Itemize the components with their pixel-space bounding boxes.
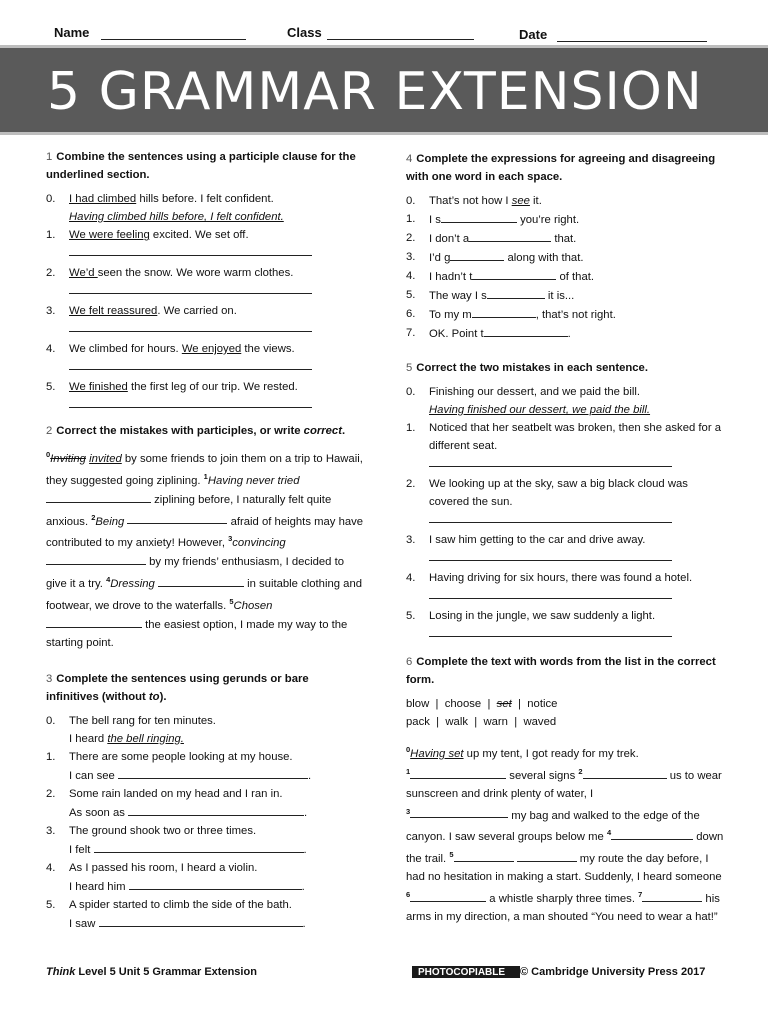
item-text: Finishing our dessert, and we paid the bill. [429, 386, 640, 398]
gap-number: 6 [406, 889, 411, 899]
item-number: 2. [406, 232, 416, 244]
item-text: the first leg of our trip. We rested. [127, 381, 298, 393]
exercise-item [46, 302, 364, 320]
paragraph-text: his arms in my direction, a man shouted “You need to wear a hat!” [406, 892, 720, 923]
answer-blank[interactable] [158, 574, 244, 587]
word-option-used: set [496, 698, 512, 710]
answer-line[interactable] [429, 627, 672, 637]
answer-blank[interactable] [484, 324, 568, 337]
answer-line[interactable] [429, 551, 672, 561]
answer-blank[interactable] [454, 849, 514, 862]
section-4 [406, 150, 726, 343]
item-text: Some rain landed on my head and I ran in. [69, 787, 283, 800]
underlined-text: We felt reassured [69, 305, 158, 317]
sentence-start: I felt [69, 843, 91, 856]
word-option: pack [406, 716, 430, 728]
item-text: I s [429, 214, 441, 226]
word-row [406, 713, 726, 731]
answer-blank[interactable] [410, 766, 506, 779]
item-text: along with that. [504, 252, 584, 264]
gap-number: 3 [406, 806, 411, 816]
answer-blank[interactable] [583, 766, 667, 779]
section-1 [46, 148, 364, 408]
exercise-item [406, 192, 726, 210]
answer-blank[interactable] [99, 914, 303, 927]
paragraph-text: down the trail. [406, 831, 724, 865]
paragraph-text: in suitable clothing and footwear, we drove to the waterfalls. [46, 577, 363, 612]
sentence-start: I heard him [69, 880, 126, 893]
answer-line[interactable] [69, 360, 312, 370]
section-6-instructions [406, 653, 726, 689]
item-number: 6. [406, 308, 416, 320]
section-6 [406, 653, 726, 926]
target-phrase: Dressing [110, 577, 155, 590]
target-phrase: Being [95, 515, 125, 528]
date-label: Date [519, 27, 548, 42]
page-title: 5 GRAMMAR EXTENSION [47, 62, 703, 122]
item-number: 5. [46, 381, 56, 393]
exercise-item [406, 210, 726, 229]
student-info-header [0, 22, 768, 44]
item-number: 3. [406, 251, 416, 263]
paragraph-text: a whistle sharply three times. [486, 892, 639, 905]
instruction-emphasis: to [148, 690, 160, 703]
item-number: 3. [406, 534, 416, 546]
right-column [406, 150, 726, 926]
item-text: Noticed that her seatbelt was broken, then she asked for a different seat. [429, 422, 722, 452]
section-number: 1 [46, 151, 53, 163]
paragraph-exercise [406, 741, 726, 926]
item-text: you’re right. [516, 214, 580, 226]
gap-number: 5 [229, 596, 234, 606]
answer-line[interactable] [429, 513, 672, 523]
item-text: OK. Point t [429, 328, 484, 340]
exercise-item [406, 248, 726, 267]
gap-number: 1 [406, 766, 411, 776]
answer-line[interactable] [69, 246, 312, 256]
example-answer: the bell ringing. [107, 732, 184, 745]
gap-number: 5 [449, 850, 454, 860]
item-number: 5. [406, 289, 416, 301]
item-text: The bell rang for ten minutes. [69, 714, 216, 727]
date-line[interactable] [557, 41, 707, 42]
instruction-text: ). [159, 690, 167, 703]
item-text: the views. [241, 343, 295, 355]
item-number: 2. [46, 787, 56, 800]
item-text: of that. [556, 271, 595, 283]
item-number: 0. [46, 714, 56, 727]
item-text: To my m [429, 309, 472, 321]
item-number: 1. [406, 422, 416, 434]
word-option: blow [406, 698, 430, 710]
photocopiable-badge: PHOTOCOPIABLE [412, 966, 520, 978]
item-text: excited. We set off. [149, 229, 249, 241]
section-5 [406, 359, 726, 637]
separator: | [518, 698, 521, 710]
underlined-text: We’d [69, 267, 98, 279]
example-answer: Having set [410, 747, 464, 760]
item-number: 4. [406, 572, 416, 584]
item-text: That’s not how I [429, 195, 512, 207]
sentence-start: I can see [69, 769, 115, 782]
paragraph-text: by my friends’ enthusiasm, I decided to give it a try. [46, 556, 344, 590]
item-text: I’d g [429, 252, 451, 264]
target-phrase: convincing [232, 537, 286, 550]
section-3 [46, 670, 364, 933]
instruction-text: Complete the sentences using gerunds or bare infinitives (without [46, 672, 309, 703]
separator: | [514, 716, 518, 728]
word-row [406, 695, 726, 713]
paragraph-exercise [46, 446, 364, 652]
item-number: 0. [406, 386, 416, 398]
section-2 [46, 422, 364, 652]
paragraph-text: the easiest option, I made my way to the starting point. [46, 618, 348, 649]
item-text: As I passed his room, I heard a violin. [69, 861, 258, 874]
gap-number: 2 [91, 512, 96, 522]
instruction-text: Correct the mistakes with participles, or write [56, 425, 304, 437]
answer-blank[interactable] [469, 229, 551, 242]
exercise-item [406, 607, 726, 625]
paragraph-text: my route the day before, I had no hesitation in making a start. Suddenly, I heard someone [406, 852, 722, 883]
answer-blank[interactable] [129, 877, 302, 890]
word-option: waved [523, 716, 557, 728]
answer-line[interactable] [69, 284, 312, 294]
answer-blank[interactable] [46, 552, 146, 565]
item-number: 4. [46, 861, 56, 874]
paragraph-text: several signs [506, 769, 579, 782]
item-number: 5. [46, 898, 56, 911]
gap-number: 4 [106, 575, 111, 585]
exercise-item [406, 383, 726, 419]
word-option: walk [445, 716, 468, 728]
separator: | [487, 698, 491, 710]
answer-blank[interactable] [450, 248, 504, 261]
item-text: I don’t a [429, 233, 470, 245]
copyright-text: © Cambridge University Press 2017 [520, 966, 706, 978]
paragraph-text: afraid of heights may have contributed to my anxiety! However, [46, 515, 364, 550]
gap-number: 0 [46, 450, 51, 459]
answer-blank[interactable] [487, 286, 545, 299]
item-text: We looking up at the sky, saw a big black cloud was covered the sun. [429, 478, 688, 508]
item-number: 1. [46, 750, 56, 763]
example-answer: Having climbed hills before, I felt confident. [69, 211, 284, 223]
item-text: . [567, 328, 571, 340]
section-number: 6 [406, 656, 413, 668]
underlined-text: We enjoyed [181, 343, 242, 355]
item-number: 1. [406, 213, 416, 225]
answer-blank[interactable] [410, 805, 508, 818]
paragraph-text: us to wear sunscreen and drink plenty of water, I [406, 769, 722, 800]
target-phrase: Chosen [233, 599, 273, 612]
example-answer: Having finished our dessert, we paid the bill. [429, 404, 651, 416]
title-banner [0, 45, 768, 135]
section-number: 4 [406, 153, 413, 165]
item-number: 2. [406, 478, 416, 490]
item-text: We climbed for hours. [69, 343, 182, 355]
section-3-instructions [46, 670, 364, 706]
instruction-text: Correct the two mistakes in each sentence. [416, 362, 648, 374]
item-text: , that’s not right. [535, 309, 616, 321]
section-4-instructions [406, 150, 726, 186]
item-text: it. [529, 195, 542, 207]
answer-blank[interactable] [472, 305, 536, 318]
item-text: seen the snow. We wore warm clothes. [97, 267, 294, 279]
answer-line[interactable] [429, 589, 672, 599]
class-line[interactable] [327, 39, 474, 40]
section-1-instructions [46, 148, 364, 184]
answer-blank[interactable] [517, 849, 577, 862]
item-text: Having driving for six hours, there was found a hotel. [429, 572, 693, 584]
class-label: Class [287, 25, 322, 40]
answer-blank[interactable] [128, 803, 304, 816]
paragraph-text: up my tent, I got ready for my trek. [463, 747, 639, 760]
gap-number: 4 [606, 828, 612, 838]
item-number: 2. [46, 267, 56, 279]
gap-number: 0 [406, 745, 411, 754]
instruction-text: Complete the expressions for agreeing and disagreeing with one word in each space. [406, 153, 716, 183]
item-number: 0. [46, 193, 56, 205]
sentence-start: I heard [69, 732, 108, 745]
section-number: 5 [406, 362, 413, 374]
paragraph-text: by some friends to join them on a trip to Hawaii, they suggested going ziplining. [46, 452, 363, 487]
item-text: that. [551, 233, 577, 245]
exercise-item [46, 190, 364, 226]
exercise-item [406, 267, 726, 286]
item-number: 4. [46, 343, 56, 355]
separator: | [474, 716, 478, 728]
gap-number: 1 [203, 471, 208, 481]
separator: | [435, 698, 439, 710]
item-text: A spider started to climb the side of the bath. [69, 898, 292, 911]
instruction-emphasis: correct [303, 425, 342, 437]
section-2-instructions [46, 422, 364, 440]
gap-number: 3 [228, 534, 233, 544]
item-text: . We carried on. [157, 305, 237, 317]
answer-blank[interactable] [118, 766, 308, 779]
exercise-item [406, 531, 726, 549]
item-text: I saw him getting to the car and drive away. [429, 534, 646, 546]
answer-blank[interactable] [46, 490, 151, 503]
answer-blank[interactable] [127, 511, 227, 524]
exercise-item [46, 264, 364, 282]
answer-blank[interactable] [642, 889, 702, 902]
underlined-text: I had climbed [69, 193, 137, 205]
exercise-item [406, 305, 726, 324]
sentence-start: As soon as [69, 806, 125, 819]
exercise-item [406, 419, 726, 455]
instruction-text: Complete the text with words from the list in the correct form. [406, 656, 716, 686]
word-box [406, 695, 726, 731]
exercise-item: 3. The ground shook two or three times. I felt . [46, 822, 364, 859]
answer-blank[interactable] [441, 210, 517, 223]
exercise-item [406, 324, 726, 343]
target-phrase: Having never tried [207, 474, 300, 487]
item-text: There are some people looking at my house. [69, 750, 293, 763]
footer-rights [412, 966, 705, 978]
item-text: hills before. I felt confident. [136, 193, 274, 205]
example-answer: invited [89, 452, 122, 465]
item-number: 5. [406, 610, 416, 622]
item-text: The way I s [429, 290, 487, 302]
exercise-item: 2. Some rain landed on my head and I ran in. As soon as . [46, 785, 364, 822]
item-number: 3. [46, 305, 56, 317]
word-option: notice [527, 698, 558, 710]
gap-number: 7 [638, 889, 643, 899]
exercise-item [406, 286, 726, 305]
name-line[interactable] [101, 39, 246, 40]
instruction-text: Combine the sentences using a participle clause for the underlined section. [46, 151, 356, 181]
item-number: 4. [406, 270, 416, 282]
name-label: Name [54, 25, 90, 40]
separator: | [436, 716, 440, 728]
instruction-text: . [341, 425, 346, 437]
example-answer: see [511, 195, 530, 207]
item-number: 3. [46, 824, 56, 837]
exercise-item [406, 569, 726, 587]
item-number: 7. [406, 327, 416, 339]
answer-line[interactable] [69, 322, 312, 332]
paragraph-text: ziplining before, I naturally felt quite anxious. [46, 493, 332, 528]
answer-blank[interactable] [94, 840, 304, 853]
answer-blank[interactable] [472, 267, 556, 280]
gap-number: 2 [578, 766, 583, 776]
word-option: choose [444, 698, 482, 710]
word-option: warn [483, 716, 508, 728]
crossed-out-word: Inviting [50, 452, 86, 465]
sentence-start: I saw [69, 917, 96, 930]
exercise-item [406, 229, 726, 248]
answer-blank[interactable] [46, 615, 142, 628]
answer-blank[interactable] [611, 827, 693, 840]
answer-line[interactable] [429, 457, 672, 467]
item-text: it is... [544, 290, 575, 302]
item-number: 0. [406, 195, 416, 207]
exercise-item: 5. A spider started to climb the side of the bath. I saw . [46, 896, 364, 933]
item-text: The ground shook two or three times. [69, 824, 257, 837]
exercise-item [46, 378, 364, 396]
footer-book-title [46, 966, 257, 978]
item-number: 1. [46, 229, 56, 241]
section-number: 2 [46, 425, 53, 437]
brand-name: Think [46, 966, 76, 978]
exercise-item: 1. There are some people looking at my house. I can see . [46, 748, 364, 785]
section-5-instructions [406, 359, 726, 377]
answer-line[interactable] [69, 398, 312, 408]
answer-blank[interactable] [410, 889, 486, 902]
paragraph-text: my bag and walked to the edge of the canyon. I saw several groups below me [406, 809, 700, 844]
exercise-item: 4. As I passed his room, I heard a violin. I heard him . [46, 859, 364, 896]
section-number: 3 [46, 672, 53, 685]
exercise-item [46, 226, 364, 244]
exercise-item [46, 712, 364, 748]
unit-label: Level 5 Unit 5 Grammar Extension [75, 966, 257, 978]
item-text: Losing in the jungle, we saw suddenly a light. [429, 610, 656, 622]
exercise-item [406, 475, 726, 511]
underlined-text: We finished [69, 381, 128, 393]
left-column [46, 148, 364, 933]
exercise-item [46, 340, 364, 358]
underlined-text: We were feeling [69, 229, 150, 241]
item-text: I hadn’t t [429, 271, 473, 283]
